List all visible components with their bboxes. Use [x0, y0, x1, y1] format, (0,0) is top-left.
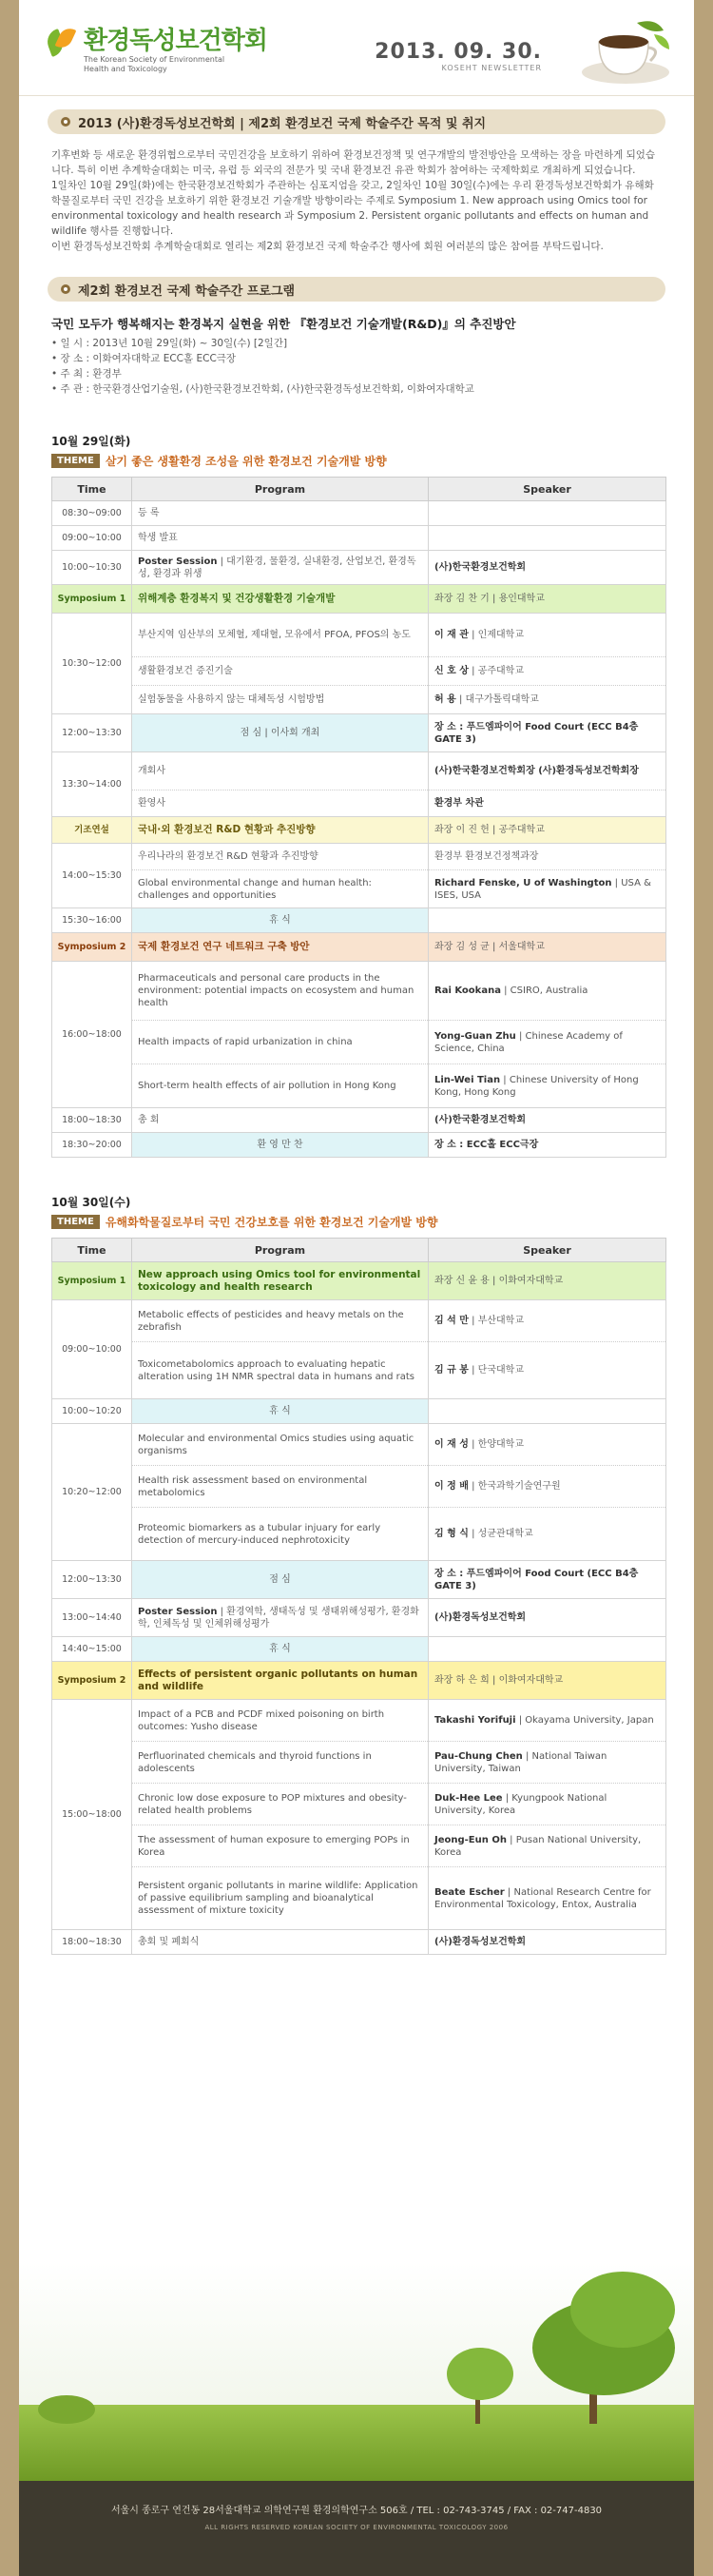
table-row: Short-term health effects of air pollution in Hong Kong Lin-Wei Tian | Chinese University of Hong Kong, Hong Kong	[52, 1064, 666, 1108]
day2-schedule-table	[51, 1238, 666, 1955]
coffee-cup-icon	[570, 13, 675, 89]
table-header-row	[52, 478, 666, 501]
table-row: 18:00~18:30 총 회 (사)한국환경보건학회	[52, 1108, 666, 1133]
table-row: 10:20~12:00 Molecular and environmental Omics studies using aquatic organisms 이 재 성 | 한양대학교	[52, 1424, 666, 1466]
col-time: Time	[52, 1239, 132, 1262]
table-row: Toxicometabolomics approach to evaluating hepatic alteration using 1H NMR spectral data in humans and rats 김 규 봉 | 단국대학교	[52, 1342, 666, 1399]
footer-copyright: ALL RIGHTS RESERVED KOREAN SOCIETY OF ENVIRONMENTAL TOXICOLOGY 2006	[204, 2524, 509, 2531]
table-row: 14:40~15:00 휴 식	[52, 1637, 666, 1662]
col-program: Program	[132, 478, 429, 501]
section-program-title: 제2회 환경보건 국제 학술주간 프로그램	[78, 283, 296, 299]
table-row: 18:00~18:30 총회 및 폐회식 (사)환경독성보건학회	[52, 1930, 666, 1955]
table-row: 13:00~14:40 Poster Session | 환경역학, 생태독성 및 생태위해성평가, 환경화학, 인체독성 및 인체위해성평가 (사)환경독성보건학회	[52, 1599, 666, 1637]
table-row: 09:00~10:00 Metabolic effects of pesticides and heavy metals on the zebrafish 김 석 만 | 부산대학교	[52, 1300, 666, 1342]
newsletter-page	[19, 0, 694, 2576]
logo-title: 환경독성보건학회	[84, 27, 267, 55]
theme-tag: THEME	[51, 1215, 100, 1229]
keynote-row: 기조연설 국내·외 환경보건 R&D 현황과 추진방향 좌장 이 진 헌 | 공주대학교	[52, 817, 666, 844]
table-row: Proteomic biomarkers as a tubular injuary for early detection of mercury-induced nephrotoxicity 김 형 식 | 성균관대학교	[52, 1508, 666, 1561]
section-purpose-title: 2013 (사)환경독성보건학회 | 제2회 환경보건 국제 학술주간 목적 및 취지	[78, 116, 487, 131]
program-info-list	[51, 336, 662, 397]
table-header-row	[52, 1239, 666, 1262]
section-program-header	[48, 277, 665, 302]
society-logo[interactable]	[46, 27, 267, 74]
intro-paragraph-2: 1일차인 10월 29일(화)에는 한국환경보건학회가 주관하는 심포지엄을 갖고, 2일차인 10월 30일(수)에는 우리 환경독성보건학회가 유해화학물질로부터 국민 건강을 보호하기 위한 환경보건 기술개발 방향이라는 주제로 Symposium 1. New approach using Omics tool for environmental toxicology and health research 과 Symposium 2. Persistent organic pollutants and effects on human and wildlife 행사를 진행합니다.	[51, 180, 654, 237]
tree-icon	[570, 2272, 675, 2348]
symposium-row: Symposium 1 위해계층 환경복지 및 건강생활환경 기술개발 좌장 김 찬 기 | 용인대학교	[52, 585, 666, 614]
tree-icon	[447, 2348, 513, 2400]
table-row: 10:00~10:20 휴 식	[52, 1399, 666, 1424]
col-speaker: Speaker	[429, 1239, 666, 1262]
symposium-row: Symposium 1 New approach using Omics tool for environmental toxicology and health research 좌장 신 윤 용 | 이화여자대학교	[52, 1262, 666, 1300]
newsletter-label: KOSEHT NEWSLETTER	[441, 64, 542, 72]
table-row: 12:00~13:30 점 심 | 이사회 개최 장 소 : 푸드엠파이어 Food Court (ECC B4층 GATE 3)	[52, 714, 666, 752]
symposium-row: Symposium 2 국제 환경보건 연구 네트워크 구축 방안 좌장 김 성 균 | 서울대학교	[52, 933, 666, 962]
bullet-icon	[61, 117, 70, 127]
day1-theme-text: 살기 좋은 생활환경 조성을 위한 환경보건 기술개발 방향	[105, 455, 387, 468]
issue-date: 2013. 09. 30.	[375, 40, 542, 64]
day2-theme-text: 유해화학물질로부터 국민 건강보호를 위한 환경보건 기술개발 방향	[105, 1216, 438, 1229]
col-time: Time	[52, 478, 132, 501]
table-row: Perfluorinated chemicals and thyroid functions in adolescents Pau-Chung Chen | National Taiwan University, Taiwan	[52, 1742, 666, 1784]
program-date: • 일 시 : 2013년 10월 29일(화) ~ 30일(수) [2일간]	[51, 338, 288, 349]
intro-paragraph-3: 이번 환경독성보건학회 추계학술대회로 열리는 제2회 환경보건 국제 학술주간 행사에 회원 여러분의 많은 참여를 부탁드립니다.	[51, 241, 604, 252]
table-row: 16:00~18:00 Pharmaceuticals and personal care products in the environment: potential impacts on ecosystem and human health Rai Kookana | CSIRO, Australia	[52, 962, 666, 1021]
table-row: Health risk assessment based on environmental metabolomics 이 정 배 | 한국과학기술연구원	[52, 1466, 666, 1508]
logo-subtitle-1: The Korean Society of Environmental	[84, 55, 225, 64]
day1-schedule-table	[51, 477, 666, 1158]
leaf-logo-icon	[46, 27, 78, 59]
footer-info	[19, 2481, 694, 2576]
bush-icon	[38, 2395, 95, 2424]
table-row: Global environmental change and human health: challenges and opportunities Richard Fenske, U of Washington | USA & ISES, USA	[52, 870, 666, 908]
program-headline: 국민 모두가 행복해지는 환경복지 실현을 위한 『환경보건 기술개발(R&D)』의 추진방안	[51, 317, 516, 331]
table-row: 10:00~10:30 Poster Session | 대기환경, 물환경, 실내환경, 산업보건, 환경독성, 환경과 위생 (사)한국환경보건학회	[52, 551, 666, 585]
table-row: 10:30~12:00 부산지역 임산부의 모체혈, 제대혈, 모유에서 PFOA, PFOS의 농도 이 재 관 | 인제대학교	[52, 614, 666, 657]
col-speaker: Speaker	[429, 478, 666, 501]
table-row: 14:00~15:30 우리나라의 환경보건 R&D 현황과 추진방향 환경부 환경보건정책과장	[52, 844, 666, 870]
table-row: 15:00~18:00 Impact of a PCB and PCDF mixed poisoning on birth outcomes: Yusho disease Takashi Yorifuji | Okayama University, Japan	[52, 1700, 666, 1742]
table-row: The assessment of human exposure to emerging POPs in Korea Jeong-Eun Oh | Pusan National University, Korea	[52, 1825, 666, 1867]
day2-label: 10월 30일(수)	[51, 1196, 131, 1209]
theme-tag: THEME	[51, 454, 100, 468]
day2-theme	[51, 1214, 662, 1230]
table-row: 15:30~16:00 휴 식	[52, 908, 666, 933]
table-row: 12:00~13:30 점 심 장 소 : 푸드엠파이어 Food Court (ECC B4층 GATE 3)	[52, 1561, 666, 1599]
footer	[19, 2262, 694, 2576]
table-row: 환영사 환경부 차관	[52, 790, 666, 817]
table-row: Chronic low dose exposure to POP mixtures and obesity-related health problems Duk-Hee Lee | Kyungpook National University, Korea	[52, 1784, 666, 1825]
section-purpose-header	[48, 109, 665, 134]
symposium-row: Symposium 2 Effects of persistent organic pollutants on human and wildlife 좌장 하 은 희 | 이화여자대학교	[52, 1662, 666, 1700]
table-row: 08:30~09:00 등 록	[52, 501, 666, 526]
program-host: • 주 최 : 환경부	[51, 368, 122, 380]
table-row: 실험동물을 사용하지 않는 대체독성 시험방법 허 용 | 대구가톨릭대학교	[52, 686, 666, 714]
table-row: Health impacts of rapid urbanization in china Yong-Guan Zhu | Chinese Academy of Science, China	[52, 1021, 666, 1064]
table-row: 18:30~20:00 환 영 만 찬 장 소 : ECC홀 ECC극장	[52, 1133, 666, 1158]
program-venue: • 장 소 : 이화여자대학교 ECC홀 ECC극장	[51, 353, 237, 364]
program-organizer: • 주 관 : 한국환경산업기술원, (사)한국환경보건학회, (사)한국환경독성보건학회, 이화여자대학교	[51, 383, 474, 395]
intro-text	[51, 147, 662, 254]
day1-theme	[51, 453, 662, 469]
table-row: 13:30~14:00 개회사 (사)한국환경보건학회장 (사)환경독성보건학회장	[52, 752, 666, 790]
table-row: 09:00~10:00 학생 발표	[52, 526, 666, 551]
intro-paragraph-1: 기후변화 등 새로운 환경위협으로부터 국민건강을 보호하기 위하여 환경보건정책 및 연구개발의 발전방안을 모색하는 장을 마련하게 되었습니다. 특히 이번 추계학술대회는 미국, 유럽 등 외국의 전문가 및 국내 환경보건 유관 학회가 참여하는 국제학회로 개최하게 되었습니다.	[51, 149, 656, 176]
logo-subtitle-2: Health and Toxicology	[84, 65, 167, 73]
day1-label: 10월 29일(화)	[51, 435, 131, 448]
header	[19, 0, 694, 96]
bullet-icon	[61, 284, 70, 294]
issue-date-box	[375, 40, 542, 72]
table-row: 생활환경보건 증진기술 신 호 상 | 공주대학교	[52, 657, 666, 686]
col-program: Program	[132, 1239, 429, 1262]
table-row: Persistent organic pollutants in marine wildlife: Application of passive equilibrium sampling and bioanalytical assessment of mixture toxicity Beate Escher | National Research Centre for Environmental Toxicology, Entox, Australia	[52, 1867, 666, 1930]
footer-address: 서울시 종로구 연건동 28서울대학교 의학연구원 환경의학연구소 506호 / TEL : 02-743-3745 / FAX : 02-747-4830	[110, 2506, 603, 2516]
